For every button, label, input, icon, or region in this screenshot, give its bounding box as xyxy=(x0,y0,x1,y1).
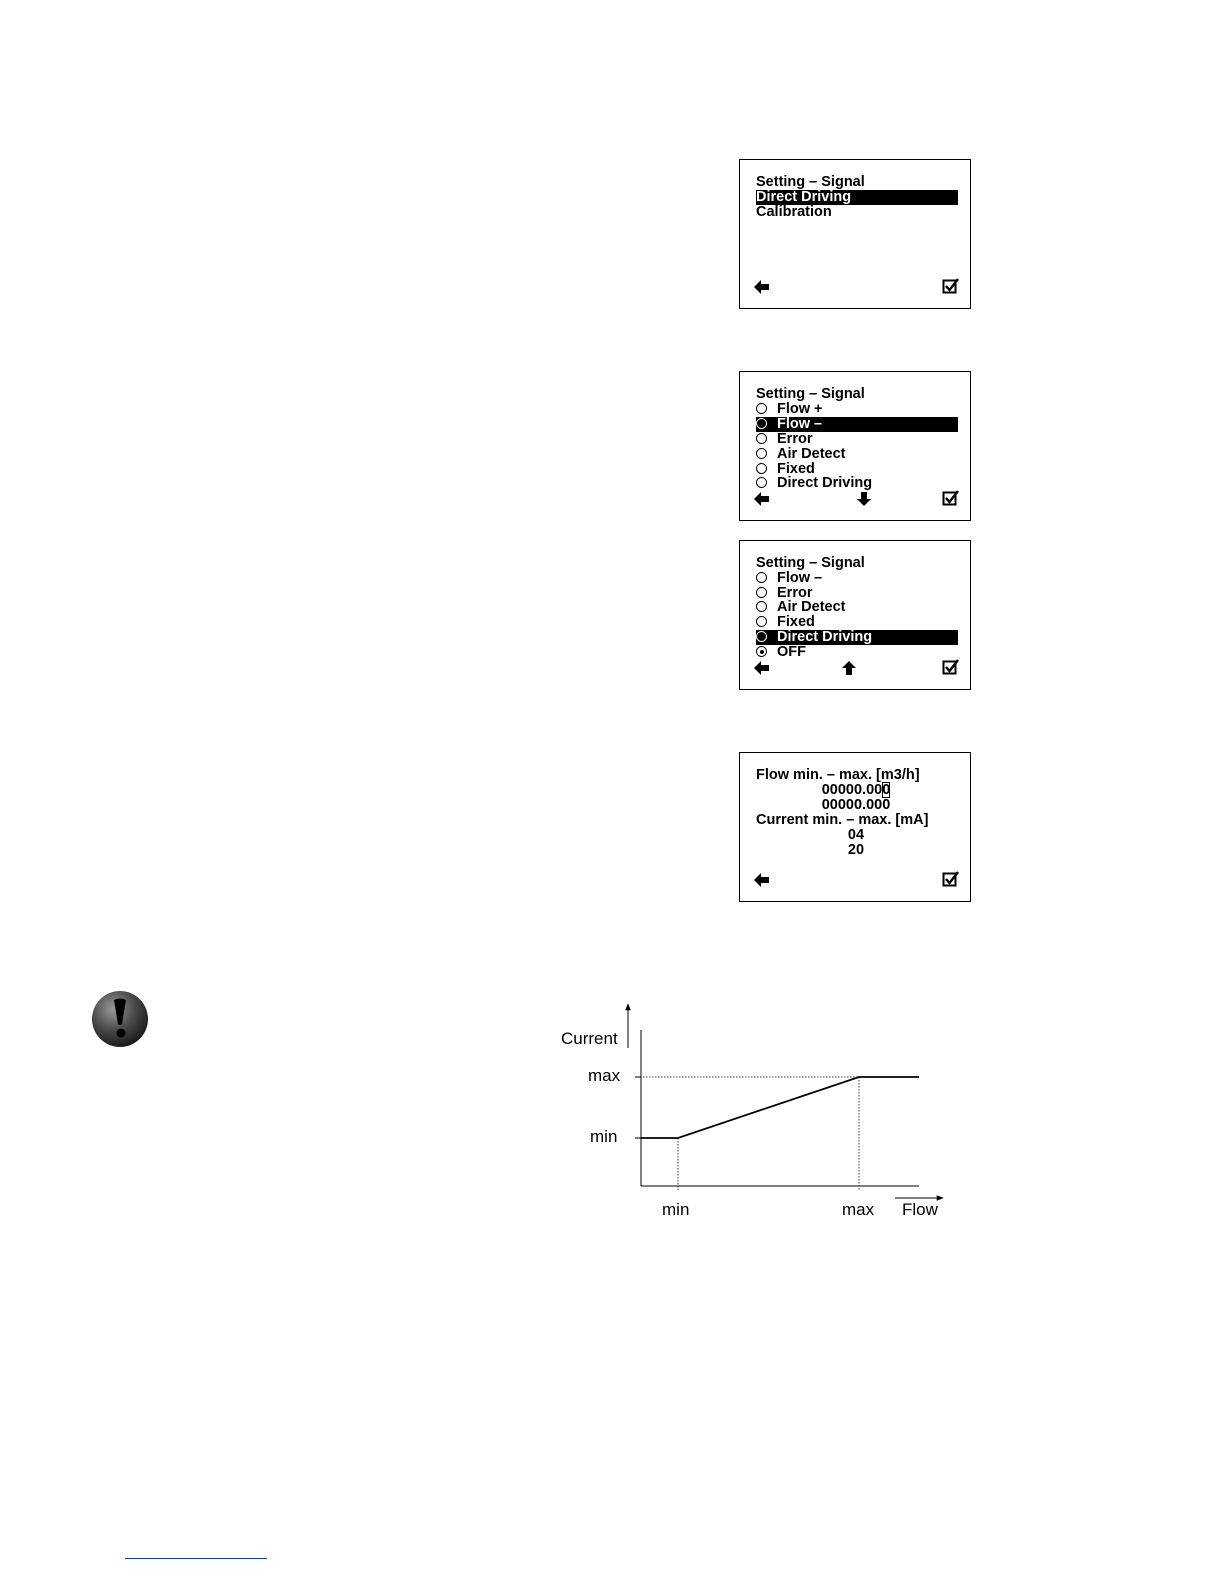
option-label: Direct Driving xyxy=(777,629,873,645)
checkbox-checked-icon[interactable] xyxy=(942,659,960,675)
option-flow-minus[interactable] xyxy=(756,571,822,586)
option-error[interactable] xyxy=(756,432,812,447)
option-direct-driving[interactable] xyxy=(756,630,958,645)
checkbox-checked-icon[interactable] xyxy=(942,490,960,506)
arrow-down-icon[interactable] xyxy=(855,491,873,507)
option-label: Fixed xyxy=(777,461,815,477)
y-tick-label-max: max xyxy=(588,1066,621,1085)
x-tick-label-max: max xyxy=(842,1200,875,1219)
option-label: Air Detect xyxy=(777,599,846,615)
arrow-left-icon[interactable] xyxy=(753,660,771,676)
option-flow-plus[interactable] xyxy=(756,402,823,417)
x-tick-label-min: min xyxy=(662,1200,690,1219)
y-axis-label: Current xyxy=(561,1029,618,1048)
exclamation-icon xyxy=(90,990,150,1050)
radio-off-icon[interactable] xyxy=(756,433,767,444)
radio-off-icon[interactable] xyxy=(756,601,767,612)
display-screen-direct-driving-range xyxy=(739,752,971,902)
flow-range-label: Flow min. – max. [m3/h] xyxy=(756,767,920,783)
screen-title: Setting – Signal xyxy=(756,386,865,402)
option-air-detect[interactable] xyxy=(756,600,846,615)
radio-off-icon[interactable] xyxy=(756,631,767,642)
display-screen-signal-menu xyxy=(739,159,971,309)
arrow-up-icon[interactable] xyxy=(840,660,858,676)
option-label: Flow + xyxy=(777,401,823,417)
flow-min-value: 00000.00 xyxy=(821,782,883,798)
radio-on-icon[interactable] xyxy=(756,646,767,657)
flow-max-field[interactable]: 00000.000 xyxy=(821,797,891,813)
radio-off-icon[interactable] xyxy=(756,418,767,429)
edit-cursor-digit[interactable]: 0 xyxy=(882,782,891,798)
option-label: Air Detect xyxy=(777,446,846,462)
radio-off-icon[interactable] xyxy=(756,448,767,459)
x-axis-label: Flow xyxy=(902,1200,938,1219)
radio-off-icon[interactable] xyxy=(756,587,767,598)
series-line xyxy=(641,1077,919,1138)
radio-off-icon[interactable] xyxy=(756,572,767,583)
option-label: Fixed xyxy=(777,614,815,630)
display-screen-signal-options-bottom xyxy=(739,540,971,690)
option-label: Direct Driving xyxy=(777,475,873,491)
footer-divider xyxy=(125,1558,267,1559)
current-vs-flow-chart xyxy=(555,1000,955,1230)
menu-item-calibration[interactable]: Calibration xyxy=(756,204,832,220)
option-label: Flow – xyxy=(777,570,823,586)
display-screen-signal-options-top xyxy=(739,371,971,521)
current-range-label: Current min. – max. [mA] xyxy=(756,812,929,828)
arrow-left-icon[interactable] xyxy=(753,872,771,888)
radio-off-icon[interactable] xyxy=(756,616,767,627)
menu-item-direct-driving[interactable]: Direct Driving xyxy=(756,190,958,205)
option-direct-driving[interactable] xyxy=(756,476,872,491)
option-label: OFF xyxy=(777,644,806,660)
option-off[interactable] xyxy=(756,645,806,660)
option-flow-minus[interactable] xyxy=(756,417,958,432)
option-label: Error xyxy=(777,431,813,447)
option-label: Error xyxy=(777,585,813,601)
arrow-left-icon[interactable] xyxy=(753,279,771,295)
current-min-field[interactable]: 04 xyxy=(847,827,865,843)
flow-min-field[interactable] xyxy=(740,783,972,798)
radio-off-icon[interactable] xyxy=(756,463,767,474)
option-label: Flow – xyxy=(777,416,823,432)
arrow-left-icon[interactable] xyxy=(753,491,771,507)
y-tick-label-min: min xyxy=(590,1127,618,1146)
option-air-detect[interactable] xyxy=(756,447,846,462)
radio-off-icon[interactable] xyxy=(756,477,767,488)
current-max-field[interactable]: 20 xyxy=(847,842,865,858)
screen-title: Setting – Signal xyxy=(756,174,865,190)
checkbox-checked-icon[interactable] xyxy=(942,278,960,294)
screen-title: Setting – Signal xyxy=(756,555,865,571)
option-fixed[interactable] xyxy=(756,615,815,630)
checkbox-checked-icon[interactable] xyxy=(942,871,960,887)
radio-off-icon[interactable] xyxy=(756,403,767,414)
